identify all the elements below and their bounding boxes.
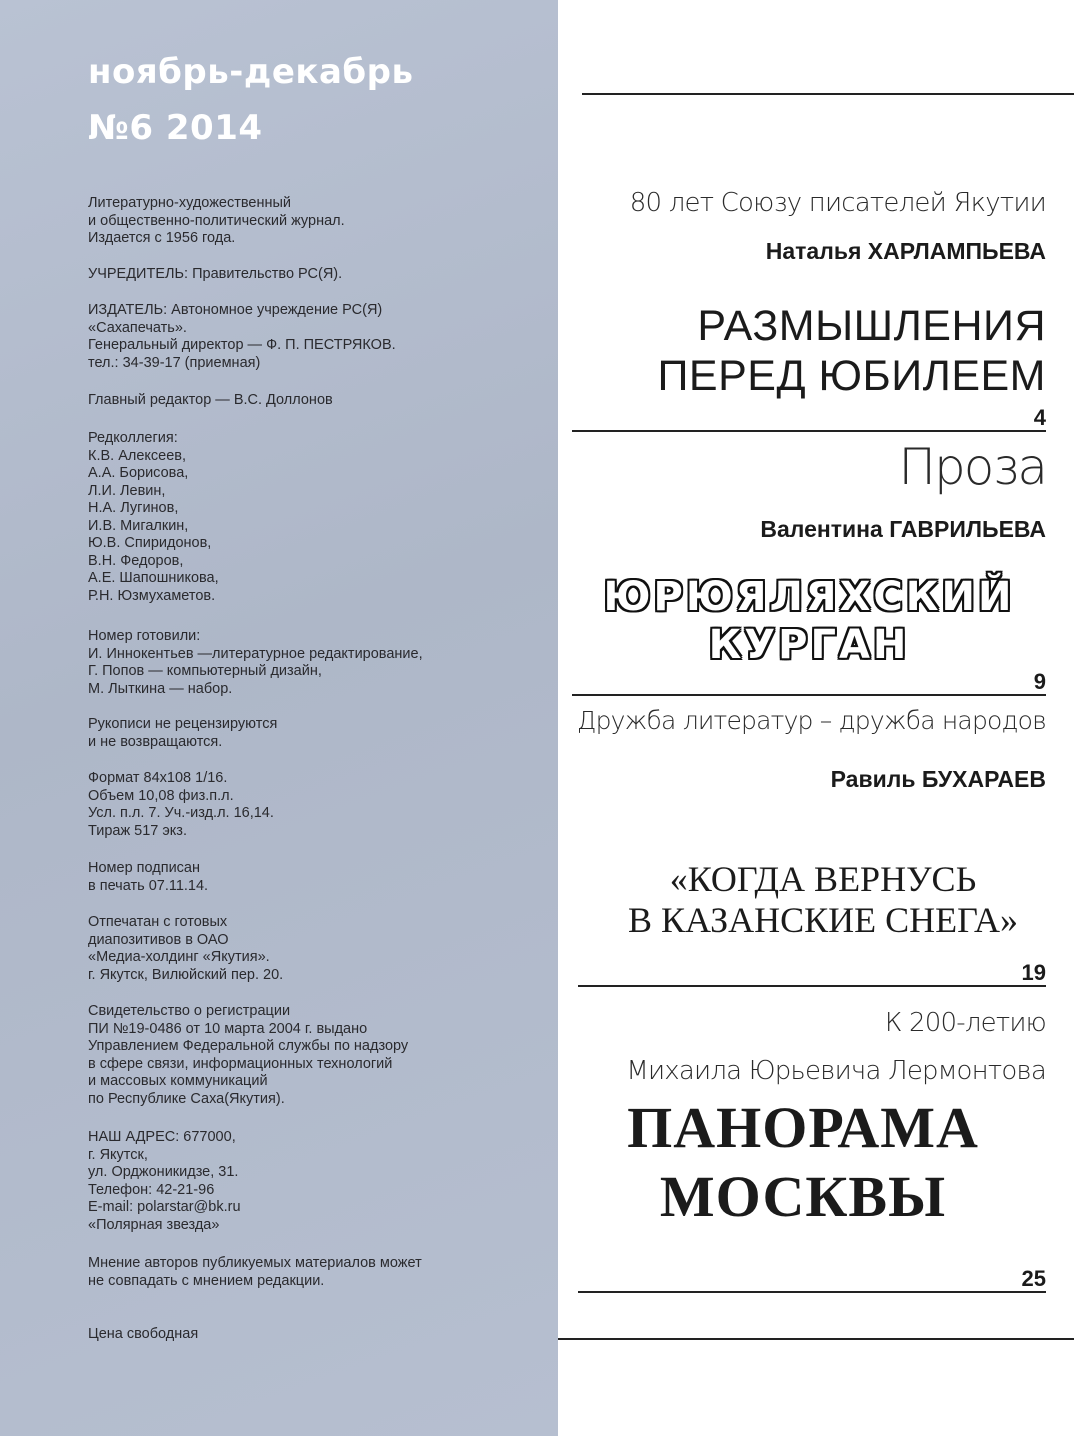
article-title: КУРГАН (708, 622, 910, 668)
article-title: РАЗМЫШЛЕНИЯ (697, 302, 1046, 350)
imprint-publisher (88, 302, 528, 372)
imprint-format (88, 770, 528, 840)
section-heading: К 200-летию (884, 1008, 1046, 1038)
imprint-line: в сфере связи, информационных технологий (88, 1055, 393, 1072)
imprint-line: Г. Попов — компьютерный дизайн, (88, 663, 322, 679)
divider (558, 1338, 1074, 1340)
imprint-line: Формат 84х108 1/16. (88, 770, 228, 786)
imprint-line: г. Якутск, Вилюйский пер. 20. (88, 966, 284, 983)
article-author: Равиль БУХАРАЕВ (830, 766, 1046, 792)
imprint-line: в печать 07.11.14. (88, 877, 209, 894)
article-author: Наталья ХАРЛАМПЬЕВА (765, 238, 1046, 264)
imprint-line: Редколлегия: (88, 430, 178, 446)
imprint-price (88, 1326, 528, 1344)
imprint-line: Номер подписан (88, 860, 200, 876)
contents-panel (558, 0, 1074, 1436)
divider (572, 430, 1046, 432)
divider (578, 1291, 1046, 1293)
imprint-line: Свидетельство о регистрации (88, 1003, 291, 1019)
article-title: В КАЗАНСКИЕ СНЕГА» (627, 900, 1019, 940)
imprint-prepared-by (88, 628, 528, 698)
imprint-address (88, 1129, 528, 1234)
imprint-line: Объем 10,08 физ.п.л. (88, 787, 234, 804)
imprint-line: Ю.В. Спиридонов, (88, 535, 212, 551)
divider (578, 985, 1046, 987)
imprint-line: «Полярная звезда» (88, 1216, 220, 1233)
imprint-line: Л.И. Левин, (88, 482, 166, 499)
article-title: МОСКВЫ (659, 1164, 947, 1229)
imprint-line: И.В. Мигалкин, (88, 517, 189, 534)
article-title: ПАНОРАМА (627, 1095, 979, 1160)
imprint-line: «Медиа-холдинг «Якутия». (88, 949, 270, 965)
imprint-line: тел.: 34-39-17 (приемная) (88, 354, 261, 371)
section-heading: Проза (898, 438, 1046, 496)
imprint-line: E-mail: polarstar@bk.ru (88, 1199, 241, 1215)
imprint-line: Цена свободная (88, 1326, 199, 1342)
imprint-line: Усл. п.л. 7. Уч.-изд.л. 16,14. (88, 805, 274, 821)
issue-number: №6 2014 (88, 108, 263, 148)
imprint-line: по Республике Саха(Якутия). (88, 1090, 285, 1107)
imprint-line: «Сахапечать». (88, 319, 187, 336)
section-heading: 80 лет Союзу писателей Якутии (629, 188, 1046, 218)
imprint-registration (88, 1003, 528, 1108)
imprint-editorial-board (88, 430, 528, 605)
imprint-disclaimer (88, 1255, 528, 1290)
article-title: ПЕРЕД ЮБИЛЕЕМ (657, 352, 1046, 400)
imprint-line: Главный редактор — В.С. Доллонов (88, 392, 333, 408)
imprint-line: Литературно-художественный (88, 195, 291, 211)
imprint-editor-in-chief (88, 392, 528, 410)
imprint-line: НАШ АДРЕС: 677000, (88, 1129, 236, 1145)
imprint-line: Номер готовили: (88, 628, 201, 644)
divider (572, 694, 1046, 696)
divider (582, 93, 1074, 95)
section-heading: Михаила Юрьевича Лермонтова (626, 1056, 1046, 1086)
imprint-line: К.В. Алексеев, (88, 447, 187, 464)
imprint-line: и массовых коммуникаций (88, 1073, 268, 1089)
page-number: 9 (1033, 669, 1046, 694)
imprint-line: Телефон: 42-21-96 (88, 1181, 215, 1198)
article-author: Валентина ГАВРИЛЬЕВА (760, 516, 1046, 542)
imprint-line: Тираж 517 экз. (88, 822, 187, 839)
imprint-line: УЧРЕДИТЕЛЬ: Правительство РС(Я). (88, 266, 343, 282)
imprint-line: не совпадать с мнением редакции. (88, 1272, 325, 1289)
imprint-line: Отпечатан с готовых (88, 914, 228, 930)
imprint-line: М. Лыткина — набор. (88, 680, 233, 697)
article-title: «КОГДА ВЕРНУСЬ (669, 859, 977, 899)
imprint-line: Р.Н. Юзмухаметов. (88, 587, 216, 604)
imprint-line: ул. Орджоникидзе, 31. (88, 1164, 239, 1180)
imprint-line: Рукописи не рецензируются (88, 716, 278, 732)
imprint-line: И. Иннокентьев —литературное редактирование, (88, 645, 423, 662)
imprint-founder (88, 266, 528, 284)
page-number: 25 (1021, 1266, 1046, 1291)
imprint-line: Мнение авторов публикуемых материалов может (88, 1255, 422, 1271)
imprint-about (88, 195, 528, 248)
imprint-line: ИЗДАТЕЛЬ: Автономное учреждение РС(Я) (88, 302, 383, 318)
imprint-line: Генеральный директор — Ф. П. ПЕСТРЯКОВ. (88, 337, 396, 353)
imprint-line: Издается с 1956 года. (88, 230, 236, 246)
issue-months: ноябрь-декабрь (88, 52, 414, 92)
section-heading: Дружба литератур – дружба народов (576, 706, 1046, 735)
imprint-signed (88, 860, 528, 895)
imprint-line: Н.А. Лугинов, (88, 500, 179, 516)
page-number: 19 (1021, 960, 1046, 985)
page-number: 4 (1033, 405, 1046, 430)
imprint-line: и общественно-политический журнал. (88, 212, 345, 229)
imprint-printed (88, 914, 528, 984)
imprint-line: В.Н. Федоров, (88, 552, 184, 569)
imprint-manuscripts (88, 716, 528, 751)
article-title: ЮРЮЯЛЯХСКИЙ (603, 574, 1015, 620)
imprint-line: г. Якутск, (88, 1146, 148, 1163)
imprint-line: Управлением Федеральной службы по надзору (88, 1038, 409, 1054)
imprint-line: А.А. Борисова, (88, 465, 189, 481)
imprint-line: и не возвращаются. (88, 733, 223, 750)
imprint-line: диапозитивов в ОАО (88, 931, 229, 948)
imprint-line: А.Е. Шапошникова, (88, 570, 219, 586)
imprint-line: ПИ №19-0486 от 10 марта 2004 г. выдано (88, 1020, 368, 1037)
